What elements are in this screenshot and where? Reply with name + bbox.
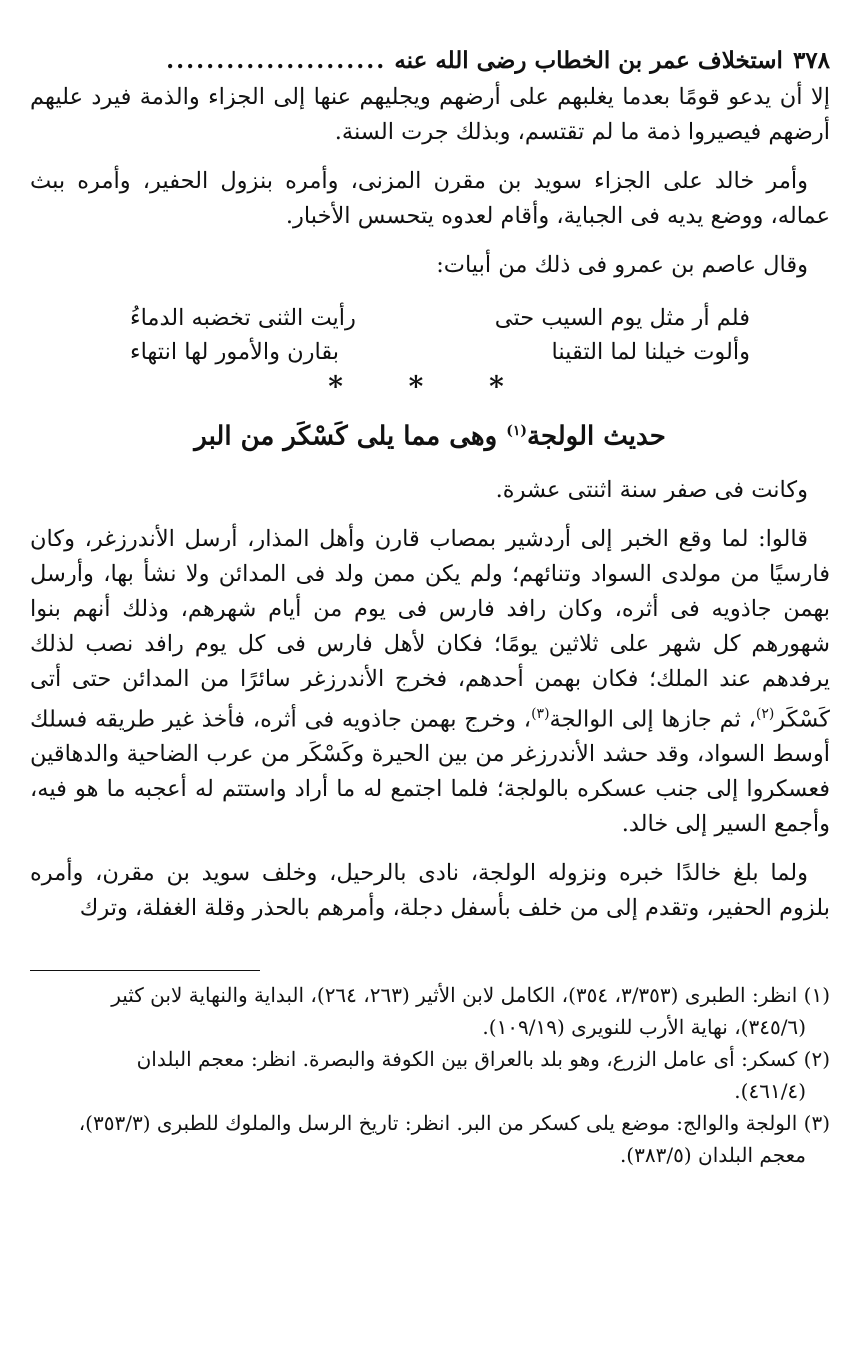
paragraph <box>30 164 830 234</box>
hemistich: فلم أر مثل يوم السيب حتى <box>494 305 750 331</box>
paragraph-1: إلا أن يدعو قومًا بعدما يغلبهم على أرضهم ويجليهم عنها إلى الجزاء والذمة فيرد عليهم أرضهم فيصيروا ذمة ما لم تقتسم، وبذلك جرت السنة. <box>30 84 830 145</box>
paragraph <box>30 473 830 508</box>
text-run: قالوا: لما وقع الخبر إلى أردشير بمصاب قارن وأهل المذار، أرسل الأندرزغر، وكان فارسيًا من مولدى السواد وتنائهم؛ ولم يكن ممن ولد فى المدائن ولا نشأ بها، وأرسل بهمن جاذويه فى أثره، وكان رافد فارس فى يوم من أيام شهرهم، وذلك أنهم بنوا شهورهم كل شهر على ثلاثين يومًا؛ فكان لأهل فارس فى كل يوم رافد نصب لذلك يرفدهم عند الملك؛ فكان بهمن أحدهم، فخرج الأندرزغر سائرًا من المدائن حتى أتى كَسْكَر <box>30 525 830 733</box>
book-page <box>30 40 830 1171</box>
footnote-divider <box>30 970 260 971</box>
footnote-1: (١) انظر: الطبرى (٣/٣٥٣، ٣٥٤)، الكامل لابن الأثير (٢٦٣، ٢٦٤)، البداية والنهاية لابن كثير <box>111 983 830 1008</box>
footnote-ref: (٢) <box>755 705 775 722</box>
paragraph-3: وقال عاصم بن عمرو فى ذلك من أبيات: <box>436 252 808 278</box>
footnote-3-cont: معجم البلدان (٣٨٣/٥). <box>619 1143 806 1168</box>
paragraph <box>30 522 830 843</box>
footnote-2-cont: (٤٦١/٤). <box>734 1079 806 1104</box>
footnote-2: (٢) كسكر: أى عامل الزرع، وهو بلد بالعراق بين الكوفة والبصرة. انظر: معجم البلدان <box>136 1047 830 1072</box>
text-run: ، وخرج بهمن جاذويه فى أثره، فأخذ غير طريقه فسلك أوسط السواد، وقد حشد الأندرزغر من بين الحيرة وكَسْكَر من عرب الضاحية والدهاقين فعسكروا إلى جنب عسكره بالولجة؛ فلما اجتمع له ما أراد واستتم له أعجبه ما هو فيه، وأجمع السير إلى خالد. <box>30 706 830 838</box>
page-number: ٣٧٨ <box>792 46 830 74</box>
section-separator: * * * <box>328 370 532 403</box>
paragraph-5 <box>30 522 830 843</box>
section-title-rest: وهى مما يلى كَسْكَر من البر <box>194 421 507 452</box>
paragraph <box>30 248 830 283</box>
paragraph <box>30 856 830 926</box>
verse-line <box>30 335 830 369</box>
footnote-1-cont: (٣٤٥/٦)، نهاية الأرب للنويرى (١٠٩/١٩). <box>482 1015 806 1040</box>
text-run: ، ثم جازها إلى الوالجة <box>549 706 756 733</box>
paragraph-6: ولما بلغ خالدًا خبره ونزوله الولجة، نادى بالرحيل، وخلف سويد بن مقرن، وأمره بلزوم الحفير، وتقدم إلى من خلف بأسفل دجلة، وأمرهم بالحذر وقلة الغفلة، وترك <box>30 860 830 922</box>
page-header <box>30 40 830 80</box>
footnotes <box>30 979 830 1171</box>
hemistich: رأيت الثنى تخضبه الدماءُ <box>130 305 356 331</box>
paragraph-4: وكانت فى صفر سنة اثنتى عشرة. <box>495 476 808 503</box>
footnote-3: (٣) الولجة والوالج: موضع يلى كسكر من البر. انظر: تاريخ الرسل والملوك للطبرى (٣٥٣/٣)، <box>78 1111 830 1136</box>
section-title-main: حديث الولجة <box>527 421 666 452</box>
paragraph-2: وأمر خالد على الجزاء سويد بن مقرن المزنى، وأمره بنزول الحفير، وأمره ببث عماله، ووضع يديه فى الجباية، وأقام لعدوه يتحسس الأخبار. <box>30 168 830 229</box>
hemistich: وألوت خيلنا لما التقينا <box>551 339 750 365</box>
poem <box>30 301 830 369</box>
section-title <box>30 413 830 455</box>
verse-line <box>30 301 830 335</box>
header-dots: ...................... <box>166 46 387 74</box>
paragraph <box>30 80 830 150</box>
hemistich: بقارن والأمور لها انتهاء <box>130 339 340 365</box>
running-title: استخلاف عمر بن الخطاب رضى الله عنه <box>394 46 783 74</box>
footnote-ref: (٣) <box>531 705 550 722</box>
footnote-ref: (١) <box>506 423 527 439</box>
